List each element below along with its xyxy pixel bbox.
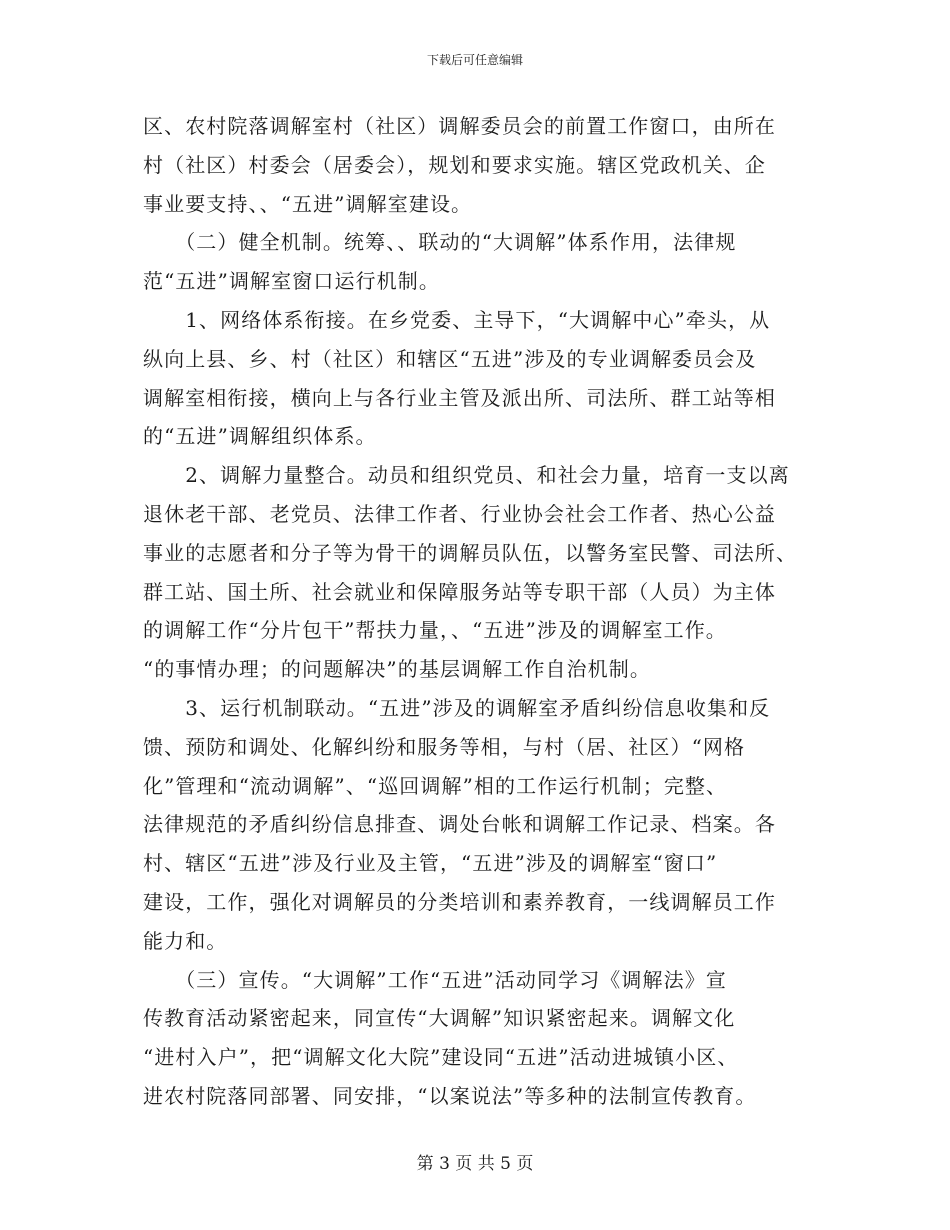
text-line: 馈、预防和调处、化解纠纷和服务等相，与村（居、社区）“网格 bbox=[143, 734, 746, 759]
text-line: 3、运行机制联动。“五进”涉及的调解室矛盾纠纷信息收集和反 bbox=[143, 695, 771, 720]
text-line: 退休老干部、老党员、法律工作者、行业协会社会工作者、热心公益 bbox=[143, 501, 776, 526]
text-line: 村（社区）村委会（居委会），规划和要求实施。辖区党政机关、企 bbox=[143, 152, 766, 177]
text-line: 1、网络体系衔接。在乡党委、主导下，“大调解中心”牵头，从 bbox=[143, 307, 771, 332]
text-line: （二）健全机制。统筹、、联动的“大调解”体系作用，法律规 bbox=[143, 230, 737, 255]
text-line: 区、农村院落调解室村（社区）调解委员会的前置工作窗口，由所在 bbox=[143, 114, 776, 138]
text-line: “进村入户”，把“调解文化大院”建设同“五进”活动进城镇小区、 bbox=[143, 1045, 739, 1070]
text-line: 进农村院落同部署、同安排，“以案说法”等多种的法制宣传教育。 bbox=[143, 1083, 757, 1108]
text-line: 能力和。 bbox=[143, 928, 228, 953]
text-line: 的“五进”调解组织体系。 bbox=[143, 424, 377, 449]
text-line: 事业的志愿者和分子等为骨干的调解员队伍，以警务室民警、司法所、 bbox=[143, 540, 798, 565]
text-line: 化”管理和“流动调解”、“巡回调解”相的工作运行机制；完整、 bbox=[143, 773, 728, 798]
text-line: “的事情办理；的问题解决”的基层调解工作自治机制。 bbox=[143, 657, 651, 682]
page-header: 下载后可任意编辑 bbox=[426, 53, 523, 67]
text-line: 2、调解力量整合。动员和组织党员、和社会力量，培育一支以离 bbox=[143, 463, 790, 488]
text-line: 的调解工作“分片包干”帮扶力量，、“五进”涉及的调解室工作。 bbox=[143, 618, 727, 643]
text-line: 纵向上县、乡、村（社区）和辖区“五进”涉及的专业调解委员会及 bbox=[143, 346, 757, 371]
text-line: 群工站、国土所、社会就业和保障服务站等专职干部（人员）为主体 bbox=[143, 579, 776, 604]
text-line: 法律规范的矛盾纠纷信息排查、调处台帐和调解工作记录、档案。各 bbox=[143, 812, 776, 837]
text-line: 建设，工作，强化对调解员的分类培训和素养教育，一线调解员工作 bbox=[143, 889, 776, 914]
text-line: 传教育活动紧密起来，同宣传“大调解”知识紧密起来。调解文化 bbox=[143, 1006, 736, 1031]
text-line: 范“五进”调解室窗口运行机制。 bbox=[143, 269, 440, 294]
document-body bbox=[143, 107, 823, 1116]
text-line: （三）宣传。“大调解”工作“五进”活动同学习《调解法》宣 bbox=[143, 967, 727, 992]
page-number: 第 3 页 共 5 页 bbox=[416, 1154, 534, 1174]
text-line: 调解室相衔接，横向上与各行业主管及派出所、司法所、群工站等相 bbox=[143, 385, 776, 410]
text-line: 村、辖区“五进”涉及行业及主管，“五进”涉及的调解室“窗口” bbox=[143, 851, 718, 876]
text-line: 事业要支持、、“五进”调解室建设。 bbox=[143, 191, 473, 216]
